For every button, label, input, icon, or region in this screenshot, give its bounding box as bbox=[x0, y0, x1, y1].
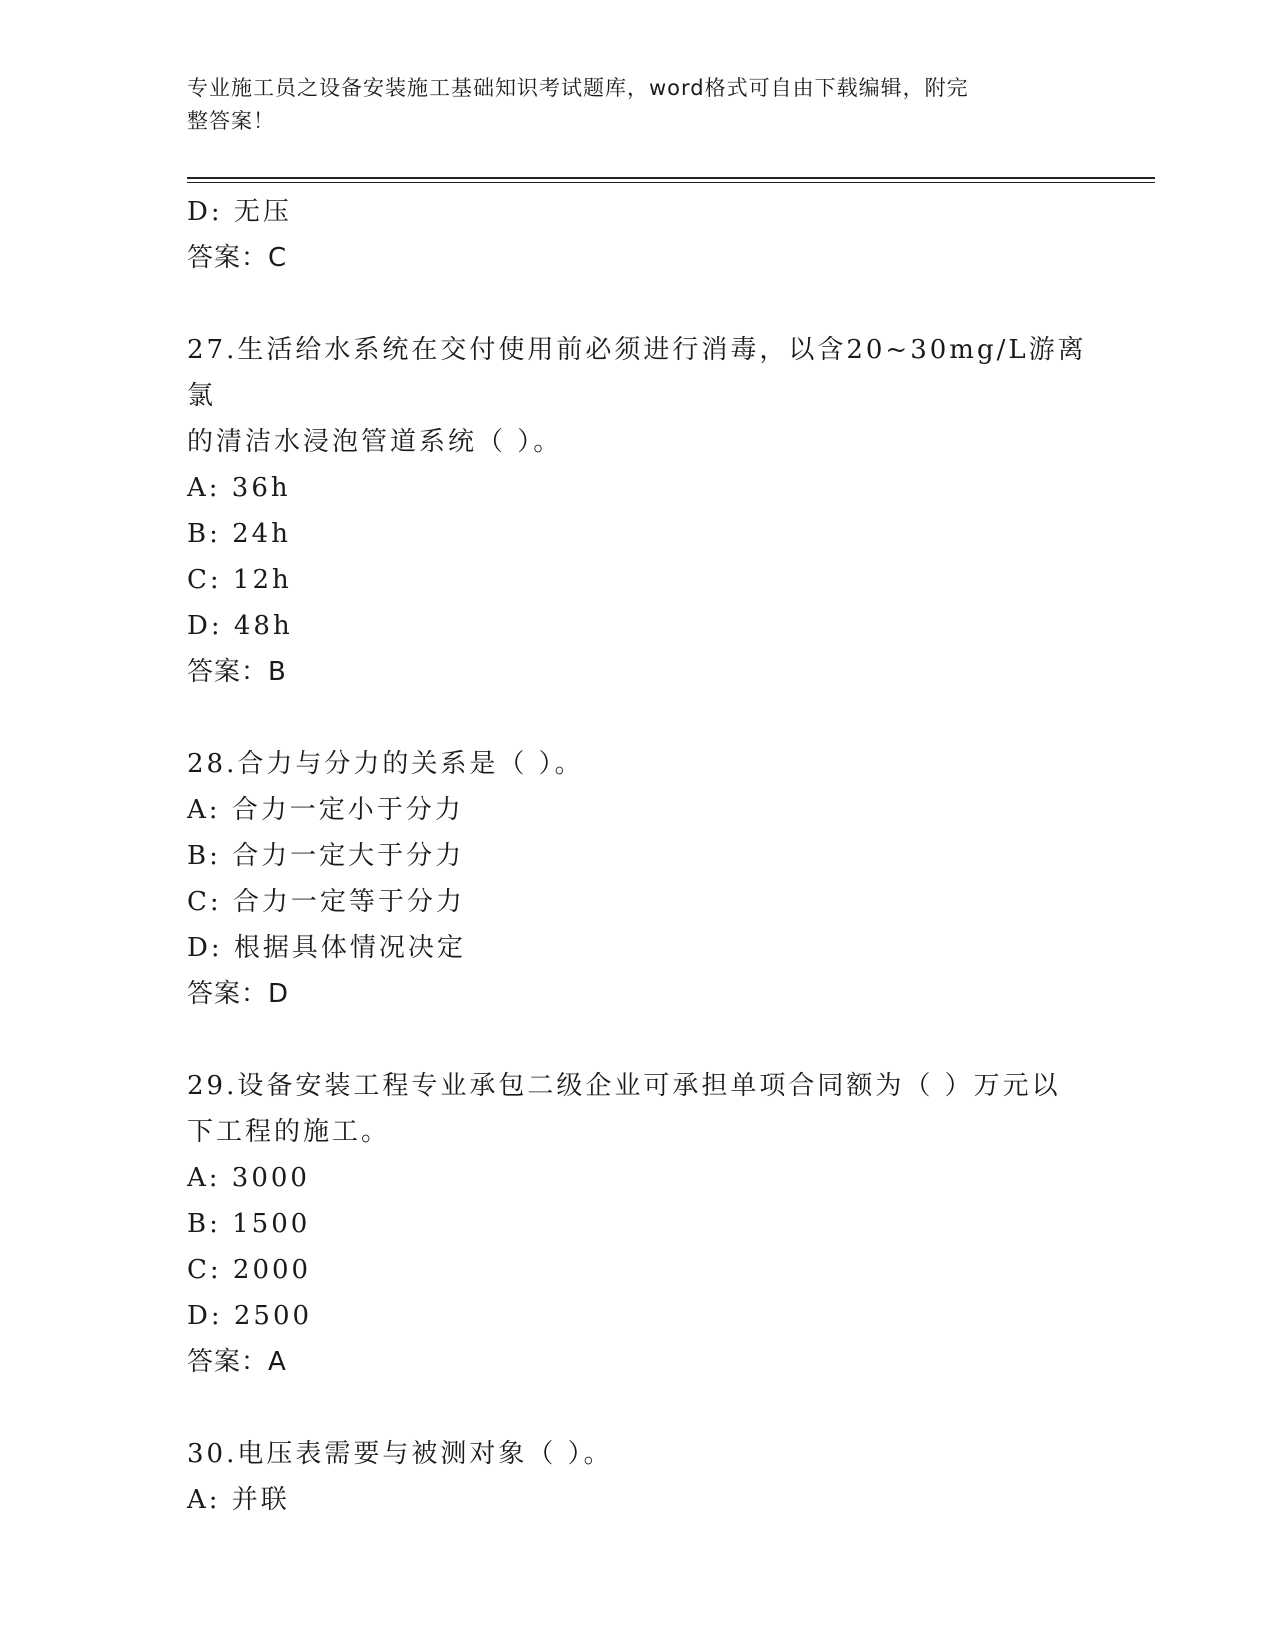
option-d: D: 根据具体情况决定 bbox=[187, 933, 466, 963]
question-stem-line-1: 29.设备安装工程专业承包二级企业可承担单项合同额为（ ）万元以 bbox=[187, 1071, 1061, 1101]
document-header bbox=[187, 72, 1067, 138]
spacer bbox=[187, 695, 1087, 741]
option-a: A: 36h bbox=[187, 473, 291, 503]
question-30 bbox=[187, 1431, 1087, 1523]
header-line-2: 整答案！ bbox=[187, 109, 275, 133]
option-d: D: 无压 bbox=[187, 197, 292, 227]
option-b: B: 1500 bbox=[187, 1209, 311, 1239]
header-divider-thick bbox=[187, 177, 1155, 179]
option-d: D: 48h bbox=[187, 611, 293, 641]
spacer bbox=[187, 281, 1087, 327]
option-b: B: 24h bbox=[187, 519, 291, 549]
question-26-tail bbox=[187, 189, 1087, 281]
question-28 bbox=[187, 741, 1087, 1017]
option-a: A: 合力一定小于分力 bbox=[187, 795, 464, 825]
answer-line: 答案：A bbox=[187, 1347, 287, 1377]
question-29 bbox=[187, 1063, 1087, 1385]
option-a: A: 并联 bbox=[187, 1485, 290, 1515]
question-stem-line-2: 下工程的施工。 bbox=[187, 1117, 391, 1147]
spacer bbox=[187, 1017, 1087, 1063]
option-a: A: 3000 bbox=[187, 1163, 310, 1193]
question-stem-line-1: 27.生活给水系统在交付使用前必须进行消毒，以含20~30mg/L游离氯 bbox=[187, 335, 1087, 411]
option-b: B: 合力一定大于分力 bbox=[187, 841, 465, 871]
option-c: C: 2000 bbox=[187, 1255, 312, 1285]
answer-line: 答案：B bbox=[187, 657, 287, 687]
header-line-1: 专业施工员之设备安装施工基础知识考试题库，word格式可自由下载编辑，附完 bbox=[187, 76, 969, 100]
question-27 bbox=[187, 327, 1087, 695]
question-stem-line-1: 30.电压表需要与被测对象（ ）。 bbox=[187, 1439, 613, 1469]
option-c: C: 12h bbox=[187, 565, 292, 595]
spacer bbox=[187, 1385, 1087, 1431]
option-c: C: 合力一定等于分力 bbox=[187, 887, 465, 917]
question-stem-line-2: 的清洁水浸泡管道系统（ ）。 bbox=[187, 427, 563, 457]
question-list bbox=[187, 189, 1087, 1523]
question-stem-line-1: 28.合力与分力的关系是（ ）。 bbox=[187, 749, 584, 779]
header-divider-thin bbox=[187, 182, 1155, 183]
answer-line: 答案：C bbox=[187, 243, 288, 273]
answer-line: 答案：D bbox=[187, 979, 290, 1009]
option-d: D: 2500 bbox=[187, 1301, 313, 1331]
